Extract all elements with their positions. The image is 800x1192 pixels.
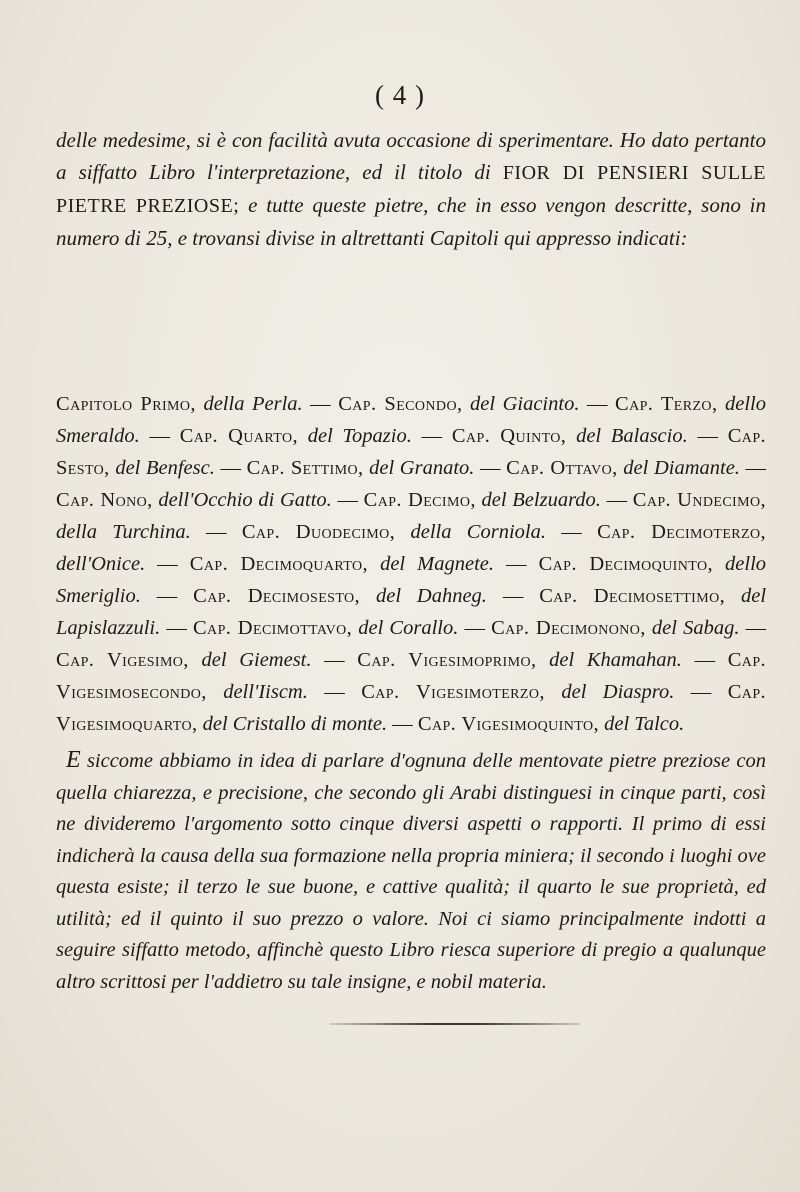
chapter-number: Cap. Sesto, [56,425,767,479]
chapter-number: Cap. Undecimo, [632,489,766,511]
chapter-stone-name: del Corallo. [358,617,459,639]
chapter-number: Cap. Duodecimo, [241,521,396,543]
chapter-entry [56,489,332,511]
chapter-stone-name: del Granato. [369,457,475,479]
chapter-number: Cap. Vigesimosecondo, [56,649,767,703]
chapter-stone-name: del Cristallo di monte. [202,713,388,735]
chapter-stone-name: della Corniola. [410,521,546,543]
closing-text: siccome abbiamo in idea di parlare d'ognuna delle mentovate pietre preziose con quella chiarezza, e precisione, che secondo gli Arabi distinguesi in cinque parti, così ne divideremo l'argomento sotto cinque diversi aspetti o rapporti. Il primo di essi indicherà la causa della sua formazione nella propria miniera; il secondo i luoghi ove questa esiste; il terzo le sue buone, e cattive qualità; il quarto le sue proprietà, ed utilità; ed il quinto il suo prezzo o valore. Noi ci siamo principalmente indotti a seguire siffatto metodo, affinchè questo Libro riesca superiore di pregio a qualunque altro scrittosi per l'addietro su tale insigne, e nobil materia. [56,750,766,993]
chapter-entry [338,393,579,415]
chapter-entry [193,617,458,639]
chapter-number: Cap. Terzo, [615,393,718,415]
chapter-number: Cap. Decimoquarto, [189,553,369,575]
chapter-stone-name: del Giacinto. [470,393,580,415]
chapter-stone-name: dell'Iiscm. [223,681,308,703]
chapter-stone-name: del Diamante. [623,457,740,479]
book-title: FIOR DI PENSIERI SULLE PIETRE PREZIOSE; [56,162,767,217]
chapter-entry [361,681,674,703]
chapter-entry [506,457,740,479]
end-rule [330,1023,580,1025]
chapter-number: Cap. Vigesimoquarto, [56,681,767,735]
chapter-number: Cap. Decimoquinto, [538,553,713,575]
intro-text-end: e tutte queste pietre, che in esso vengon descritte, sono in numero di 25, e trovansi divise in altrettanti Capitoli qui appresso indicati: [56,193,767,250]
chapter-number: Cap. Vigesimoquinto, [417,713,599,735]
chapter-stone-name: del Khamahan. [549,649,682,671]
chapter-number: Cap. Settimo, [246,457,364,479]
chapter-number: Cap. Decimottavo, [192,617,353,639]
chapter-list: Capitolo Primo, della Perla. — Cap. Secondo, del Giacinto. — Cap. Terzo, dello Smeraldo. — Cap. Quarto, del Topazio. — Cap. Quinto, del Balascio. — Cap. Sesto, del Benfesc. — Cap. Settimo, del Granato. — Cap. Ottavo, del Diamante. — Cap. Nono, dell'Occhio di Gatto. — Cap. Decimo, del Belzuardo. — Cap. Undecimo, della Turchina. — Cap. Duodecimo, della Corniola. — Cap. Decimoterzo, dell'Onice. — Cap. Decimoquarto, del Magnete. — Cap. Decimoquinto, dello Smeriglio. — Cap. Decimosesto, del Dahneg. — Cap. Decimosettimo, del Lapislazzuli. — Cap. Decimottavo, del Corallo. — Cap. Decimonono, del Sabag. — Cap. Vigesimo, del Giemest. — Cap. Vigesimoprimo, del Khamahan. — Cap. Vigesimosecondo, dell'Iiscm. — Cap. Vigesimoterzo, del Diaspro. — Cap. Vigesimoquarto, del Cristallo di monte. — Cap. Vigesimoquinto, del Talco. [56,393,767,735]
chapter-entry [491,617,739,639]
chapter-entry [418,713,684,735]
chapter-number: Cap. Vigesimo, [56,649,189,671]
chapter-stone-name: della Turchina. [56,521,191,543]
closing-initial: E [66,747,81,773]
chapter-entry [193,585,487,607]
intro-paragraph [56,124,766,254]
chapter-number: Cap. Decimoterzo, [597,521,767,543]
chapter-stone-name: del Lapislazzuli. [56,585,767,639]
chapter-stone-name: del Topazio. [307,425,412,447]
chapter-stone-name: dell'Occhio di Gatto. [158,489,332,511]
chapter-number: Cap. Quinto, [451,425,567,447]
chapter-number: Cap. Ottavo, [506,457,618,479]
chapter-number: Cap. Nono, [56,489,153,511]
closing-paragraph [56,745,766,998]
chapter-entry [56,649,312,671]
chapter-stone-name: del Diaspro. [561,681,675,703]
chapter-entry [247,457,475,479]
chapter-stone-name: della Perla. [203,393,303,415]
intro-text-start: delle medesime, si è con facilità avuta occasione di sperimentare. Ho dato pertanto a siffatto Libro l'interpretazione, ed il titolo di [56,128,766,184]
chapter-stone-name: del Dahneg. [375,585,487,607]
chapter-entry [190,553,494,575]
chapter-stone-name: del Magnete. [380,553,494,575]
chapter-stone-name: dell'Onice. [56,553,146,575]
chapter-number: Cap. Vigesimoprimo, [357,649,537,671]
chapter-entry [357,649,682,671]
chapter-entry [56,393,303,415]
chapter-number: Cap. Decimosesto, [193,585,361,607]
chapter-stone-name: del Benfesc. [115,457,215,479]
chapter-number: Cap. Quarto, [179,425,298,447]
chapter-number: Cap. Vigesimoterzo, [361,681,545,703]
chapter-entry [364,489,601,511]
chapter-stone-name: dello Smeraldo. [56,393,766,447]
chapter-stone-name: del Sabag. [651,617,740,639]
chapter-number: Cap. Decimosettimo, [539,585,726,607]
chapter-entry [242,521,546,543]
chapter-stone-name: dello Smeriglio. [56,553,767,607]
chapter-entry [180,425,412,447]
chapter-stone-name: del Balascio. [576,425,688,447]
chapter-stone-name: del Belzuardo. [481,489,601,511]
chapter-number: Cap. Decimonono, [491,617,646,639]
chapter-stone-name: del Giemest. [201,649,312,671]
page-number: ( 4 ) [375,80,425,110]
chapter-number: Capitolo Primo, [56,393,196,415]
chapter-number: Cap. Decimo, [363,489,476,511]
chapter-stone-name: del Talco. [604,713,685,735]
chapter-entry [452,425,688,447]
chapter-number: Cap. Secondo, [338,393,463,415]
